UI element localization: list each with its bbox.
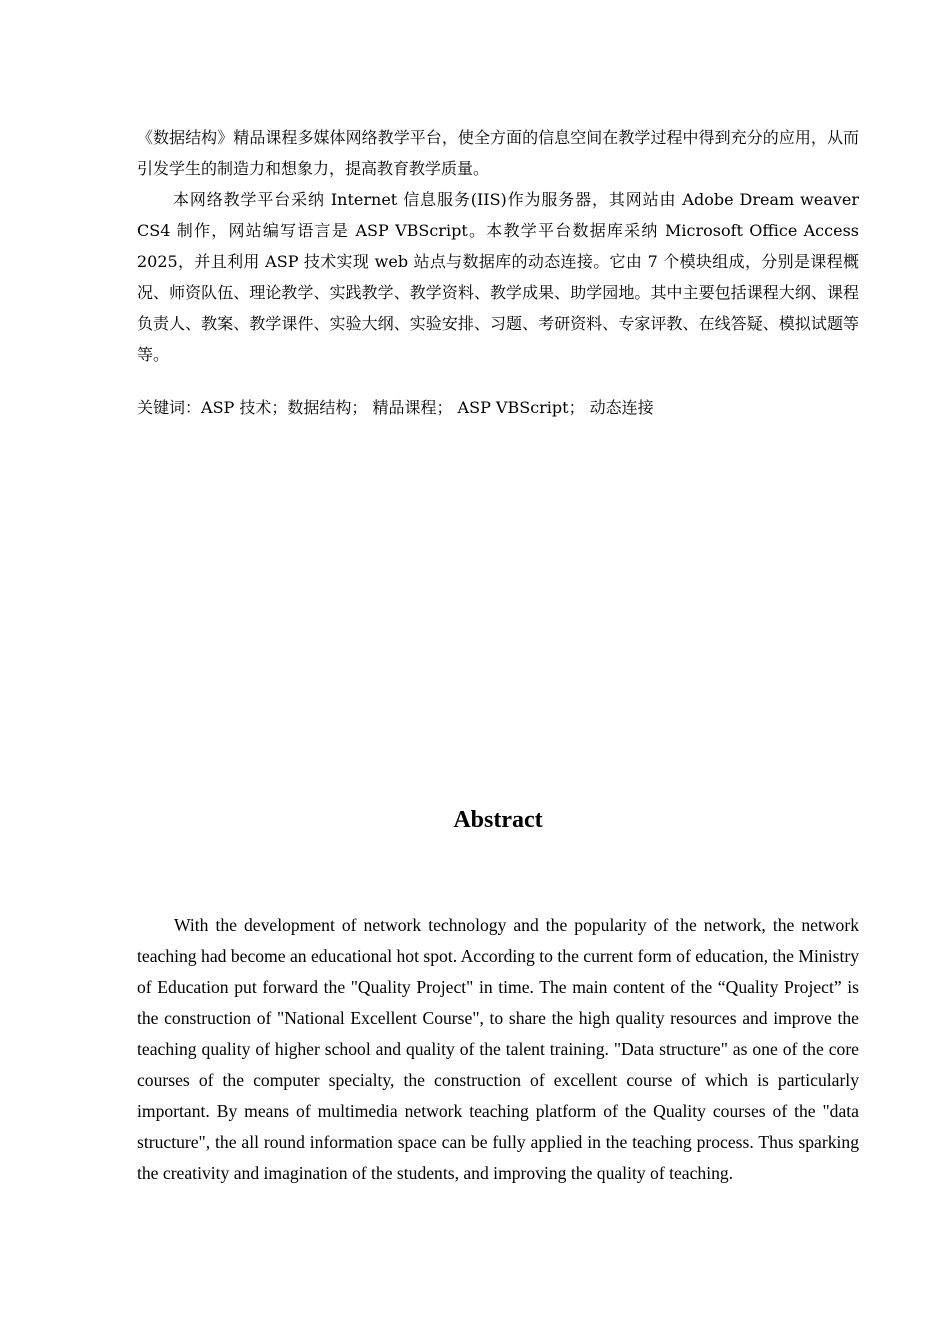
keywords-text: ASP 技术；数据结构； 精品课程； ASP VBScript； 动态连接 — [201, 398, 654, 417]
keywords-label: 关键词： — [137, 398, 202, 417]
chinese-keywords — [137, 392, 859, 423]
english-abstract-title: Abstract — [453, 807, 543, 833]
chinese-abstract-body — [137, 122, 859, 370]
english-abstract-body — [137, 910, 859, 1189]
chinese-abstract-paragraph-2: 本网络教学平台采纳 Internet 信息服务(IIS)作为服务器，其网站由 Adobe Dream weaver CS4 制作，网站编写语言是 ASP VBScript。本教学平台数据库采纳 Microsoft Office Access 2025，并且利用 ASP 技术实现 web 站点与数据库的动态连接。它由 7 个模块组成，分别是课程概况、师资队伍、理论教学、实践教学、教学资料、教学成果、助学园地。其中主要包括课程大纲、课程负责人、教案、教学课件、实验大纲、实验安排、习题、考研资料、专家评教、在线答疑、模拟试题等等。 — [137, 190, 859, 364]
english-abstract-paragraph: With the development of network technology and the popularity of the network, the network teaching had become an educational hot spot. According to the current form of education, the Ministry of Education put forward the "Quality Project" in time. The main content of the “Quality Project” is the construction of "National Excellent Course", to share the high quality resources and improve the teaching quality of higher school and quality of the talent training. "Data structure" as one of the core courses of the computer specialty, the construction of excellent course of which is particularly important. By means of multimedia network teaching platform of the Quality courses of the "data structure", the all round information space can be fully applied in the teaching process. Thus sparking the creativity and imagination of the students, and improving the quality of teaching. — [137, 915, 859, 1183]
chinese-abstract-paragraph-1: 《数据结构》精品课程多媒体网络教学平台，使全方面的信息空间在教学过程中得到充分的应用，从而引发学生的制造力和想象力，提高教育教学质量。 — [137, 128, 859, 178]
